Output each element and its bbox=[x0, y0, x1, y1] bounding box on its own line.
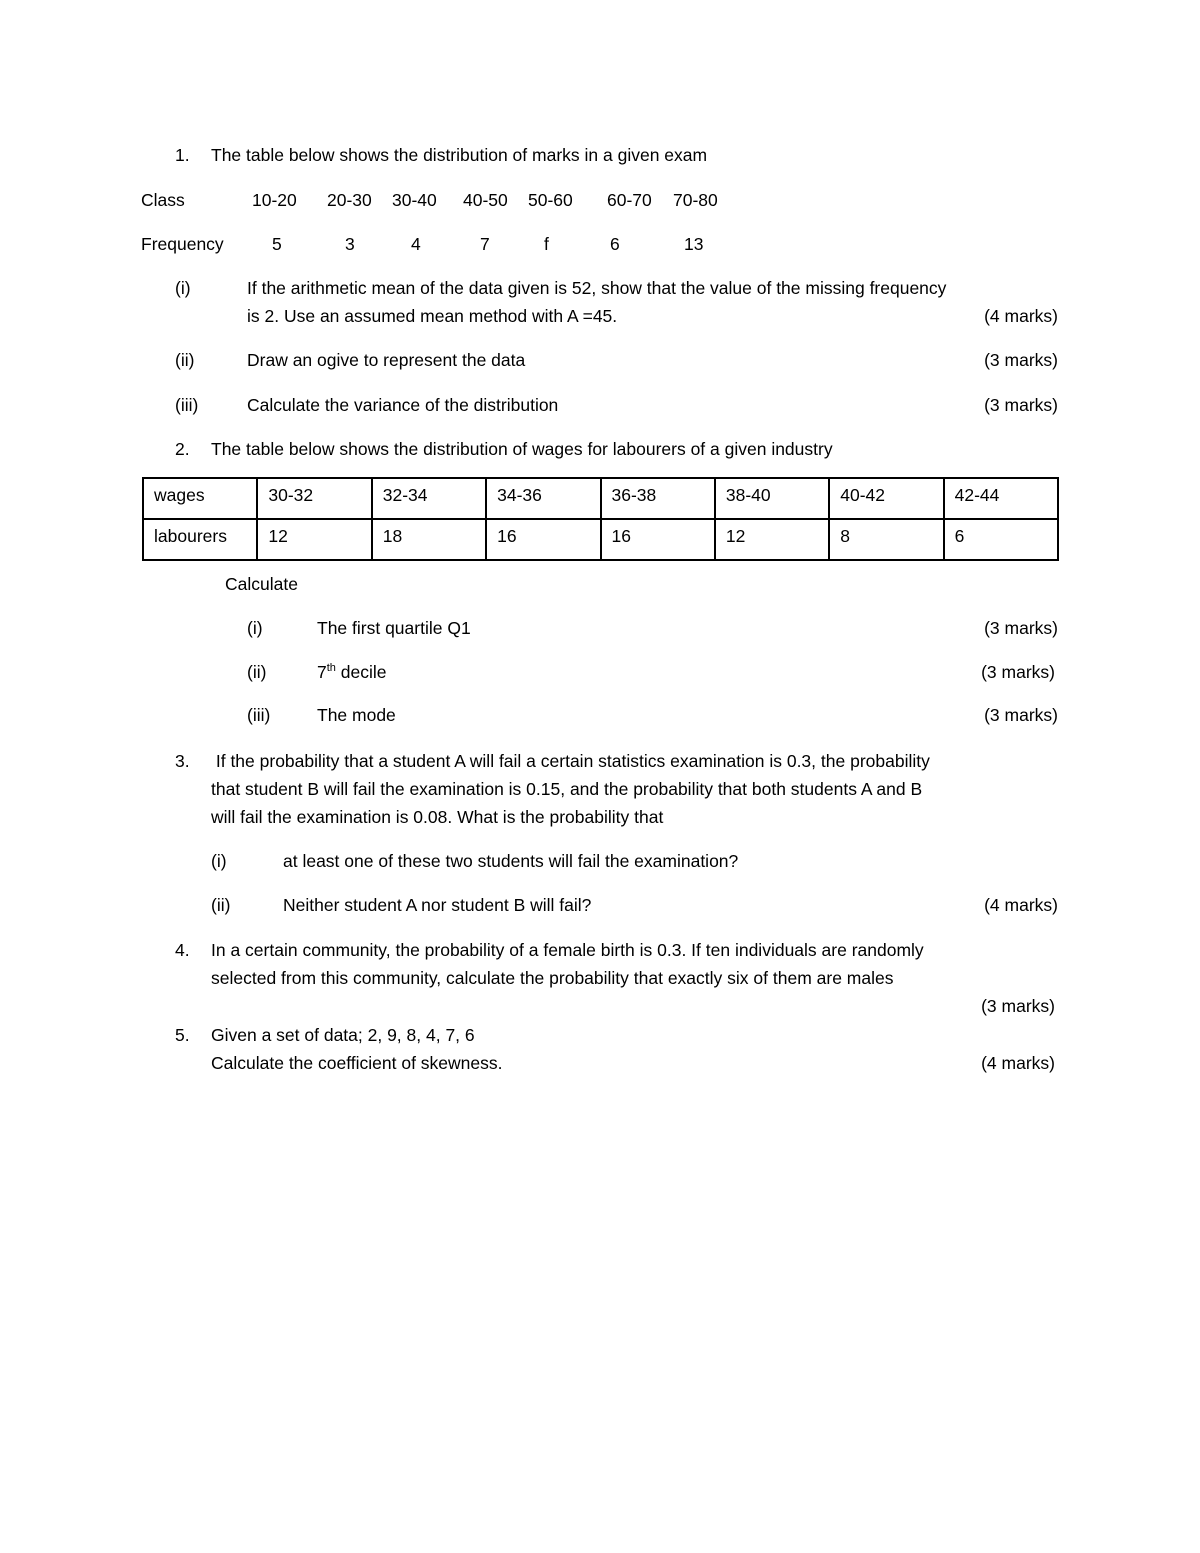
class-value: 20-30 bbox=[327, 190, 372, 210]
class-label: Class bbox=[141, 190, 185, 210]
table-cell: 42-44 bbox=[944, 478, 1058, 519]
question-number: 5. bbox=[175, 1025, 190, 1045]
frequency-value: 7 bbox=[480, 234, 490, 254]
question-text: If the probability that a student A will fail a certain statistics examination is 0.3, the probability bbox=[211, 751, 930, 771]
wages-table bbox=[142, 477, 1059, 561]
marks: (4 marks) bbox=[984, 306, 1058, 326]
table-cell: 16 bbox=[601, 519, 715, 560]
table-cell: 12 bbox=[257, 519, 371, 560]
question-text: Calculate the coefficient of skewness. bbox=[211, 1053, 503, 1073]
question-number: 4. bbox=[175, 940, 190, 960]
part-text: 7th decile bbox=[317, 662, 387, 682]
class-value: 70-80 bbox=[673, 190, 718, 210]
class-value: 10-20 bbox=[252, 190, 297, 210]
part-text: Draw an ogive to represent the data bbox=[247, 350, 526, 370]
table-cell: 38-40 bbox=[715, 478, 829, 519]
table-cell: wages bbox=[143, 478, 257, 519]
question-text: that student B will fail the examination is 0.15, and the probability that both students A and B bbox=[211, 779, 923, 799]
question-number: 1. bbox=[175, 145, 190, 165]
table-cell: labourers bbox=[143, 519, 257, 560]
question-text: will fail the examination is 0.08. What is the probability that bbox=[211, 807, 664, 827]
frequency-value: 4 bbox=[411, 234, 421, 254]
question-text: Given a set of data; 2, 9, 8, 4, 7, 6 bbox=[211, 1025, 475, 1045]
table-cell: 30-32 bbox=[257, 478, 371, 519]
marks: (3 marks) bbox=[984, 705, 1058, 725]
question-number: 3. bbox=[175, 751, 190, 771]
class-value: 60-70 bbox=[607, 190, 652, 210]
part-text: at least one of these two students will fail the examination? bbox=[283, 851, 739, 871]
frequency-value: 13 bbox=[684, 234, 704, 254]
frequency-label: Frequency bbox=[141, 234, 224, 254]
part-text: Calculate the variance of the distribution bbox=[247, 395, 559, 415]
marks: (3 marks) bbox=[984, 350, 1058, 370]
table-cell: 40-42 bbox=[829, 478, 943, 519]
marks: (3 marks) bbox=[981, 996, 1055, 1016]
part-text: If the arithmetic mean of the data given is 52, show that the value of the missing frequency bbox=[247, 278, 947, 298]
part-label: (ii) bbox=[247, 662, 267, 682]
table-cell: 34-36 bbox=[486, 478, 600, 519]
part-label: (iii) bbox=[175, 395, 199, 415]
table-cell: 8 bbox=[829, 519, 943, 560]
part-text: The first quartile Q1 bbox=[317, 618, 471, 638]
part-label: (i) bbox=[211, 851, 227, 871]
question-text: The table below shows the distribution of wages for labourers of a given industry bbox=[211, 439, 833, 459]
frequency-value: 6 bbox=[610, 234, 620, 254]
question-text: In a certain community, the probability of a female birth is 0.3. If ten individuals are randomly bbox=[211, 940, 924, 960]
marks: (4 marks) bbox=[981, 1053, 1055, 1073]
class-value: 30-40 bbox=[392, 190, 437, 210]
question-text: selected from this community, calculate the probability that exactly six of them are males bbox=[211, 968, 894, 988]
part-label: (i) bbox=[247, 618, 263, 638]
table-cell: 36-38 bbox=[601, 478, 715, 519]
frequency-value: 3 bbox=[345, 234, 355, 254]
frequency-value: f bbox=[544, 234, 549, 254]
frequency-value: 5 bbox=[272, 234, 282, 254]
class-value: 50-60 bbox=[528, 190, 573, 210]
part-label: (ii) bbox=[175, 350, 195, 370]
question-text: The table below shows the distribution of marks in a given exam bbox=[211, 145, 708, 165]
table-row bbox=[143, 478, 1058, 519]
marks: (3 marks) bbox=[984, 395, 1058, 415]
part-label: (i) bbox=[175, 278, 191, 298]
table-cell: 12 bbox=[715, 519, 829, 560]
class-value: 40-50 bbox=[463, 190, 508, 210]
table-cell: 16 bbox=[486, 519, 600, 560]
part-label: (iii) bbox=[247, 705, 271, 725]
part-label: (ii) bbox=[211, 895, 231, 915]
marks: (3 marks) bbox=[984, 618, 1058, 638]
part-text: The mode bbox=[317, 705, 396, 725]
table-cell: 32-34 bbox=[372, 478, 486, 519]
table-cell: 6 bbox=[944, 519, 1058, 560]
part-text: Neither student A nor student B will fail? bbox=[283, 895, 592, 915]
calculate-label: Calculate bbox=[225, 574, 298, 594]
marks: (3 marks) bbox=[981, 662, 1055, 682]
question-number: 2. bbox=[175, 439, 190, 459]
table-row bbox=[143, 519, 1058, 560]
part-text: is 2. Use an assumed mean method with A =45. bbox=[247, 306, 618, 326]
table-cell: 18 bbox=[372, 519, 486, 560]
marks: (4 marks) bbox=[984, 895, 1058, 915]
